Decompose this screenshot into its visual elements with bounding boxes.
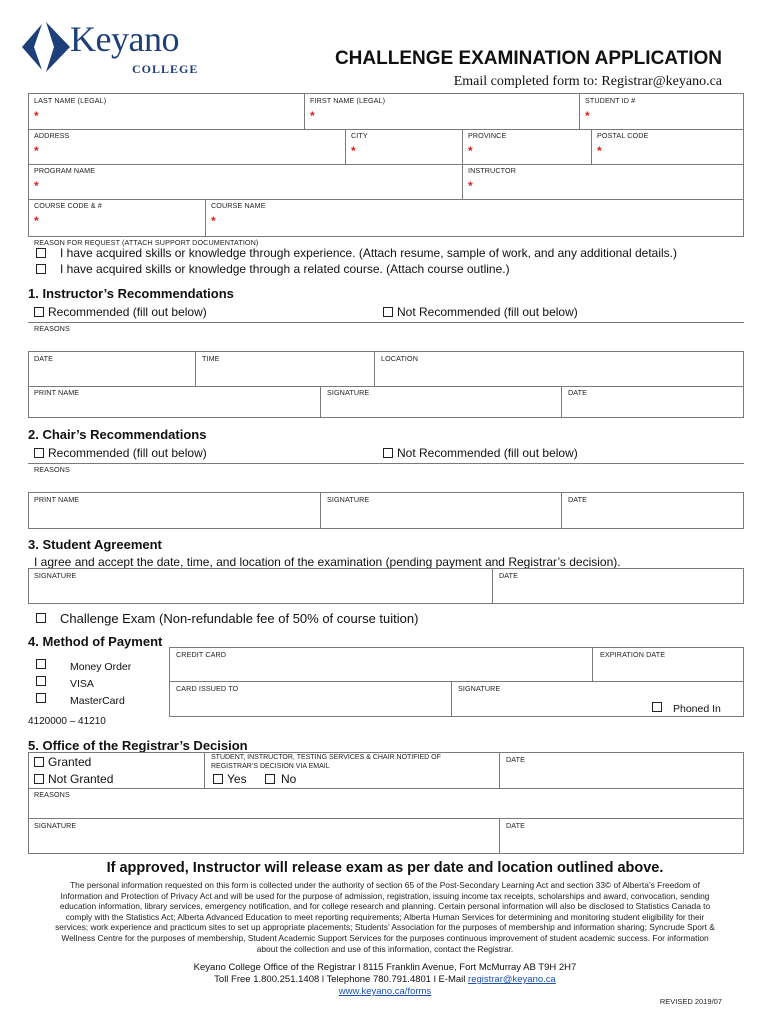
notified-label: STUDENT, INSTRUCTOR, TESTING SERVICES & CHAIR NOTIFIED OF REGISTRAR’S DECISION VIA EMAIL bbox=[211, 754, 441, 770]
instructor-required: * bbox=[468, 179, 473, 193]
expiration-date-label: EXPIRATION DATE bbox=[600, 650, 666, 659]
section4-title: 4. Method of Payment bbox=[28, 634, 163, 649]
instructor-not-recommended-label: Not Recommended (fill out below) bbox=[397, 305, 578, 319]
chair-not-recommended-checkbox[interactable] bbox=[383, 448, 393, 458]
province-required: * bbox=[468, 144, 473, 158]
privacy-line: The personal information requested on this form is collected under the authority of section 65 of the Post-Secondary Learning Act and section 33© of Alberta’s Freedom of bbox=[70, 880, 700, 890]
not-granted-label: Not Granted bbox=[48, 772, 114, 786]
student-id-label: STUDENT ID # bbox=[585, 96, 636, 105]
instructor-reasons-label: REASONS bbox=[34, 324, 70, 333]
student-id-required: * bbox=[585, 109, 590, 123]
experience-option: I have acquired skills or knowledge through experience. (Attach resume, sample of work, and any additional details.) bbox=[60, 246, 677, 260]
notified-date-field[interactable] bbox=[506, 765, 740, 785]
student-date-field[interactable] bbox=[499, 581, 740, 601]
instructor-field[interactable] bbox=[478, 176, 740, 196]
instructor-exam-location-field[interactable] bbox=[381, 364, 740, 384]
challenge-exam-fee-text: Challenge Exam (Non-refundable fee of 50% of course tuition) bbox=[60, 611, 419, 626]
course-name-label: COURSE NAME bbox=[211, 201, 266, 210]
registrar-reasons-label: REASONS bbox=[34, 790, 70, 799]
chair-not-recommended-label: Not Recommended (fill out below) bbox=[397, 446, 578, 460]
city-required: * bbox=[351, 144, 356, 158]
instructor-exam-date-field[interactable] bbox=[34, 364, 190, 384]
chair-recommended-checkbox[interactable] bbox=[34, 448, 44, 458]
postal-code-required: * bbox=[597, 144, 602, 158]
money-order-checkbox[interactable] bbox=[36, 659, 46, 669]
form-title: CHALLENGE EXAMINATION APPLICATION bbox=[334, 48, 722, 69]
granted-label: Granted bbox=[48, 755, 92, 769]
related-course-checkbox[interactable] bbox=[36, 264, 46, 274]
chair-signature-field[interactable] bbox=[327, 505, 557, 525]
course-code-field[interactable] bbox=[44, 211, 200, 233]
keyano-arrow-icon bbox=[20, 20, 72, 74]
logo-sub: COLLEGE bbox=[132, 62, 199, 76]
course-name-field[interactable] bbox=[221, 211, 740, 233]
expiration-date-field[interactable] bbox=[600, 660, 740, 678]
instructor-signature-field[interactable] bbox=[327, 398, 557, 416]
registrar-signature-label: SIGNATURE bbox=[34, 821, 77, 830]
privacy-notice bbox=[14, 880, 756, 954]
section2-title: 2. Chair’s Recommendations bbox=[28, 427, 207, 442]
course-name-required: * bbox=[211, 214, 216, 228]
instructor-print-name-field[interactable] bbox=[34, 398, 316, 416]
last-name-label: LAST NAME (LEGAL) bbox=[34, 96, 107, 105]
address-required: * bbox=[34, 144, 39, 158]
card-issued-to-field[interactable] bbox=[176, 694, 446, 714]
first-name-required: * bbox=[310, 109, 315, 123]
postal-code-field[interactable] bbox=[607, 141, 740, 161]
account-code: 4120000 – 41210 bbox=[28, 716, 106, 727]
instructor-not-recommended-checkbox[interactable] bbox=[383, 307, 393, 317]
challenge-exam-checkbox[interactable] bbox=[36, 613, 46, 623]
payment-signature-label: SIGNATURE bbox=[458, 684, 501, 693]
address-label: ADDRESS bbox=[34, 131, 70, 140]
office-address: Keyano College Office of the Registrar l 8115 Franklin Avenue, Fort McMurray AB T9H 2H7 bbox=[193, 962, 577, 973]
instructor-exam-date-label: DATE bbox=[34, 354, 54, 363]
notified-no-checkbox[interactable] bbox=[265, 774, 275, 784]
section1-title: 1. Instructor’s Recommendations bbox=[28, 286, 234, 301]
credit-card-field[interactable] bbox=[176, 660, 588, 678]
chair-signature-label: SIGNATURE bbox=[327, 495, 370, 504]
student-signature-label: SIGNATURE bbox=[34, 571, 77, 580]
first-name-label: FIRST NAME (LEGAL) bbox=[310, 96, 386, 105]
money-order-label: Money Order bbox=[70, 661, 132, 673]
student-id-field[interactable] bbox=[595, 106, 740, 126]
mastercard-label: MasterCard bbox=[70, 695, 125, 707]
section5-title: 5. Office of the Registrar’s Decision bbox=[28, 738, 248, 753]
chair-print-name-field[interactable] bbox=[34, 505, 316, 525]
instructor-print-name-label: PRINT NAME bbox=[34, 388, 80, 397]
instructor-date-label: DATE bbox=[568, 388, 588, 397]
logo-name: Keyano bbox=[70, 19, 179, 59]
student-date-label: DATE bbox=[499, 571, 519, 580]
college-logo bbox=[20, 18, 210, 80]
city-field[interactable] bbox=[361, 141, 457, 161]
province-field[interactable] bbox=[478, 141, 586, 161]
student-agreement-text: I agree and accept the date, time, and location of the examination (pending payment and Registrar’s decision). bbox=[34, 555, 621, 569]
instructor-signature-label: SIGNATURE bbox=[327, 388, 370, 397]
notified-no-label: No bbox=[281, 772, 297, 786]
chair-print-name-label: PRINT NAME bbox=[34, 495, 80, 504]
chair-recommended-label: Recommended (fill out below) bbox=[48, 446, 207, 460]
instructor-reasons-field[interactable] bbox=[34, 334, 740, 350]
instructor-recommended-checkbox[interactable] bbox=[34, 307, 44, 317]
privacy-line: about the collection and use of this information, contact the Registrar. bbox=[256, 943, 514, 954]
course-code-required: * bbox=[34, 214, 39, 228]
chair-reasons-label: REASONS bbox=[34, 465, 70, 474]
revision-date: REVISED 2019/07 bbox=[659, 997, 722, 1006]
mastercard-checkbox[interactable] bbox=[36, 693, 46, 703]
visa-label: VISA bbox=[70, 678, 94, 690]
program-name-label: PROGRAM NAME bbox=[34, 166, 96, 175]
program-name-required: * bbox=[34, 179, 39, 193]
credit-card-label: CREDIT CARD bbox=[176, 650, 227, 659]
card-issued-to-label: CARD ISSUED TO bbox=[176, 684, 239, 693]
province-label: PROVINCE bbox=[468, 131, 507, 140]
student-signature-field[interactable] bbox=[34, 581, 488, 601]
privacy-line: Wellness Centre for the purposes of membership, Student Academic Support Services for the purposes continuous improvement of student academic success. For information bbox=[61, 932, 709, 943]
city-label: CITY bbox=[351, 131, 368, 140]
notified-yes-checkbox[interactable] bbox=[213, 774, 223, 784]
chair-date-field[interactable] bbox=[568, 505, 740, 525]
granted-checkbox[interactable] bbox=[34, 757, 44, 767]
registrar-date-field[interactable] bbox=[506, 831, 740, 851]
chair-date-label: DATE bbox=[568, 495, 588, 504]
instructor-label: INSTRUCTOR bbox=[468, 166, 516, 175]
privacy-line: Information and Protection of Privacy Act and will be used for the purpose of admission, registration, issuing income tax receipts, scholarships and award, convocation, sending bbox=[60, 890, 710, 901]
privacy-line: services; work experience and practicum sites to set up appropriate placements; Students’ Association for the purposes of membership and information sharing; Syncrude Sport & bbox=[55, 922, 715, 933]
instructor-exam-time-label: TIME bbox=[202, 354, 220, 363]
last-name-required: * bbox=[34, 109, 39, 123]
instructor-exam-time-field[interactable] bbox=[202, 364, 370, 384]
registrar-reasons-field[interactable] bbox=[34, 800, 740, 816]
forms-link[interactable]: www.keyano.ca/forms bbox=[338, 986, 432, 997]
experience-checkbox[interactable] bbox=[36, 248, 46, 258]
approval-note: If approved, Instructor will release exam as per date and location outlined above. bbox=[106, 860, 664, 876]
chair-reasons-field[interactable] bbox=[34, 475, 740, 491]
instructor-recommended-label: Recommended (fill out below) bbox=[48, 305, 207, 319]
privacy-line: comply with the Statistics Act; Alberta Advanced Education to meet reporting requirements; Alberta Human Services for determining and monitoring student eligibility for their bbox=[65, 911, 705, 922]
visa-checkbox[interactable] bbox=[36, 676, 46, 686]
instructor-exam-location-label: LOCATION bbox=[381, 354, 419, 363]
related-course-option: I have acquired skills or knowledge through a related course. (Attach course outline.) bbox=[60, 262, 510, 276]
phoned-in-checkbox[interactable] bbox=[652, 702, 662, 712]
notified-yes-label: Yes bbox=[227, 772, 247, 786]
address-field[interactable] bbox=[44, 141, 340, 161]
program-name-field[interactable] bbox=[44, 176, 457, 196]
course-code-label: COURSE CODE & # bbox=[34, 201, 102, 210]
registrar-email-link[interactable]: registrar@keyano.ca bbox=[468, 974, 556, 985]
form-subtitle: Email completed form to: Registrar@keyano.ca bbox=[453, 74, 722, 89]
registrar-signature-field[interactable] bbox=[34, 831, 494, 851]
privacy-line: education information, library services, emergency notification, and for college research and planning. Certain personal information will also be disclosed to Statistics Canada to bbox=[59, 901, 711, 912]
registrar-date-label: DATE bbox=[506, 821, 526, 830]
section3-title: 3. Student Agreement bbox=[28, 537, 162, 552]
contact-line bbox=[0, 974, 770, 985]
postal-code-label: POSTAL CODE bbox=[597, 131, 649, 140]
last-name-field[interactable] bbox=[44, 106, 299, 126]
contact-phone-text: Toll Free 1.800.251.1408 l Telephone 780.791.4801 l E-Mail bbox=[214, 974, 469, 985]
instructor-date-field[interactable] bbox=[568, 398, 740, 416]
first-name-field[interactable] bbox=[320, 106, 574, 126]
payment-signature-field[interactable] bbox=[458, 694, 638, 714]
not-granted-checkbox[interactable] bbox=[34, 774, 44, 784]
reason-label: REASON FOR REQUEST (ATTACH SUPPORT DOCUMENTATION) bbox=[34, 238, 259, 247]
phoned-in-label: Phoned In bbox=[673, 703, 721, 715]
notified-date-label: DATE bbox=[506, 755, 526, 764]
